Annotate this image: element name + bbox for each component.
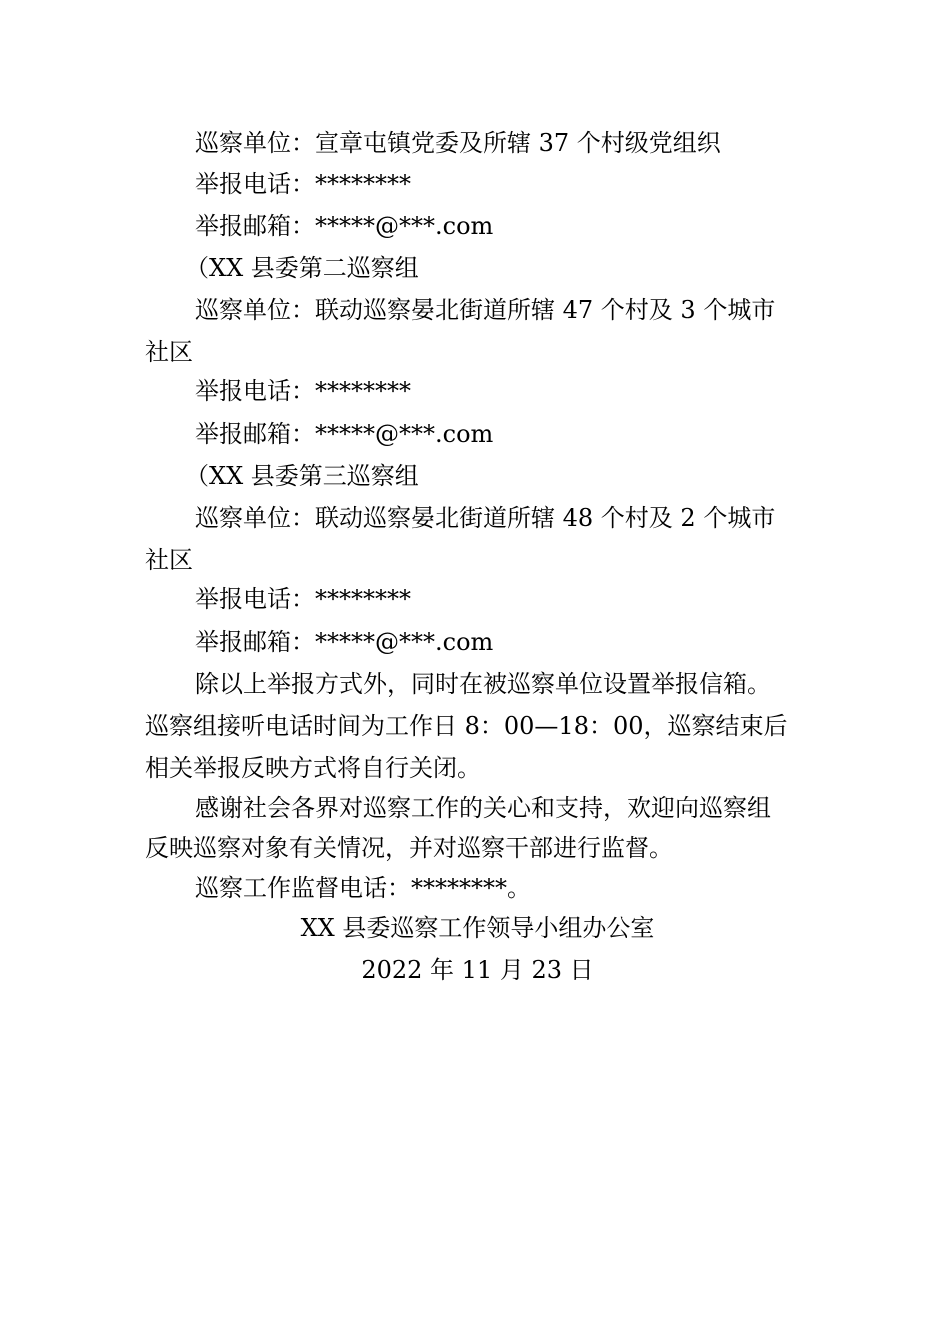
paragraph-line: 社区 xyxy=(145,546,193,574)
signature-office: XX 县委巡察工作领导小组办公室 xyxy=(300,914,655,942)
paragraph-line: 巡察工作监督电话：********。 xyxy=(195,874,531,902)
paragraph-line: 感谢社会各界对巡察工作的关心和支持，欢迎向巡察组 xyxy=(195,794,771,822)
paragraph-line: 巡察组接听电话时间为工作日 8：00—18：00，巡察结束后 xyxy=(145,712,788,740)
paragraph-line: 举报邮箱：*****@***.com xyxy=(195,212,494,240)
paragraph-line: 社区 xyxy=(145,338,193,366)
paragraph-line: 举报电话：******** xyxy=(195,170,411,198)
paragraph-line: 举报邮箱：*****@***.com xyxy=(195,628,494,656)
paragraph-line: 巡察单位：联动巡察晏北街道所辖 48 个村及 2 个城市 xyxy=(195,504,776,532)
paragraph-line: 反映巡察对象有关情况，并对巡察干部进行监督。 xyxy=(145,834,673,862)
section-heading: （XX 县委第三巡察组 xyxy=(185,462,419,490)
paragraph-line: 巡察单位：联动巡察晏北街道所辖 47 个村及 3 个城市 xyxy=(195,296,776,324)
paragraph-line: 除以上举报方式外，同时在被巡察单位设置举报信箱。 xyxy=(195,670,771,698)
paragraph-line: 举报电话：******** xyxy=(195,585,411,613)
signature-date: 2022 年 11 月 23 日 xyxy=(361,956,594,984)
paragraph-line: 举报电话：******** xyxy=(195,377,411,405)
paragraph-line: 巡察单位：宣章屯镇党委及所辖 37 个村级党组织 xyxy=(195,129,721,157)
paragraph-line: 相关举报反映方式将自行关闭。 xyxy=(145,754,481,782)
paragraph-line: 举报邮箱：*****@***.com xyxy=(195,420,494,448)
section-heading: （XX 县委第二巡察组 xyxy=(185,254,419,282)
